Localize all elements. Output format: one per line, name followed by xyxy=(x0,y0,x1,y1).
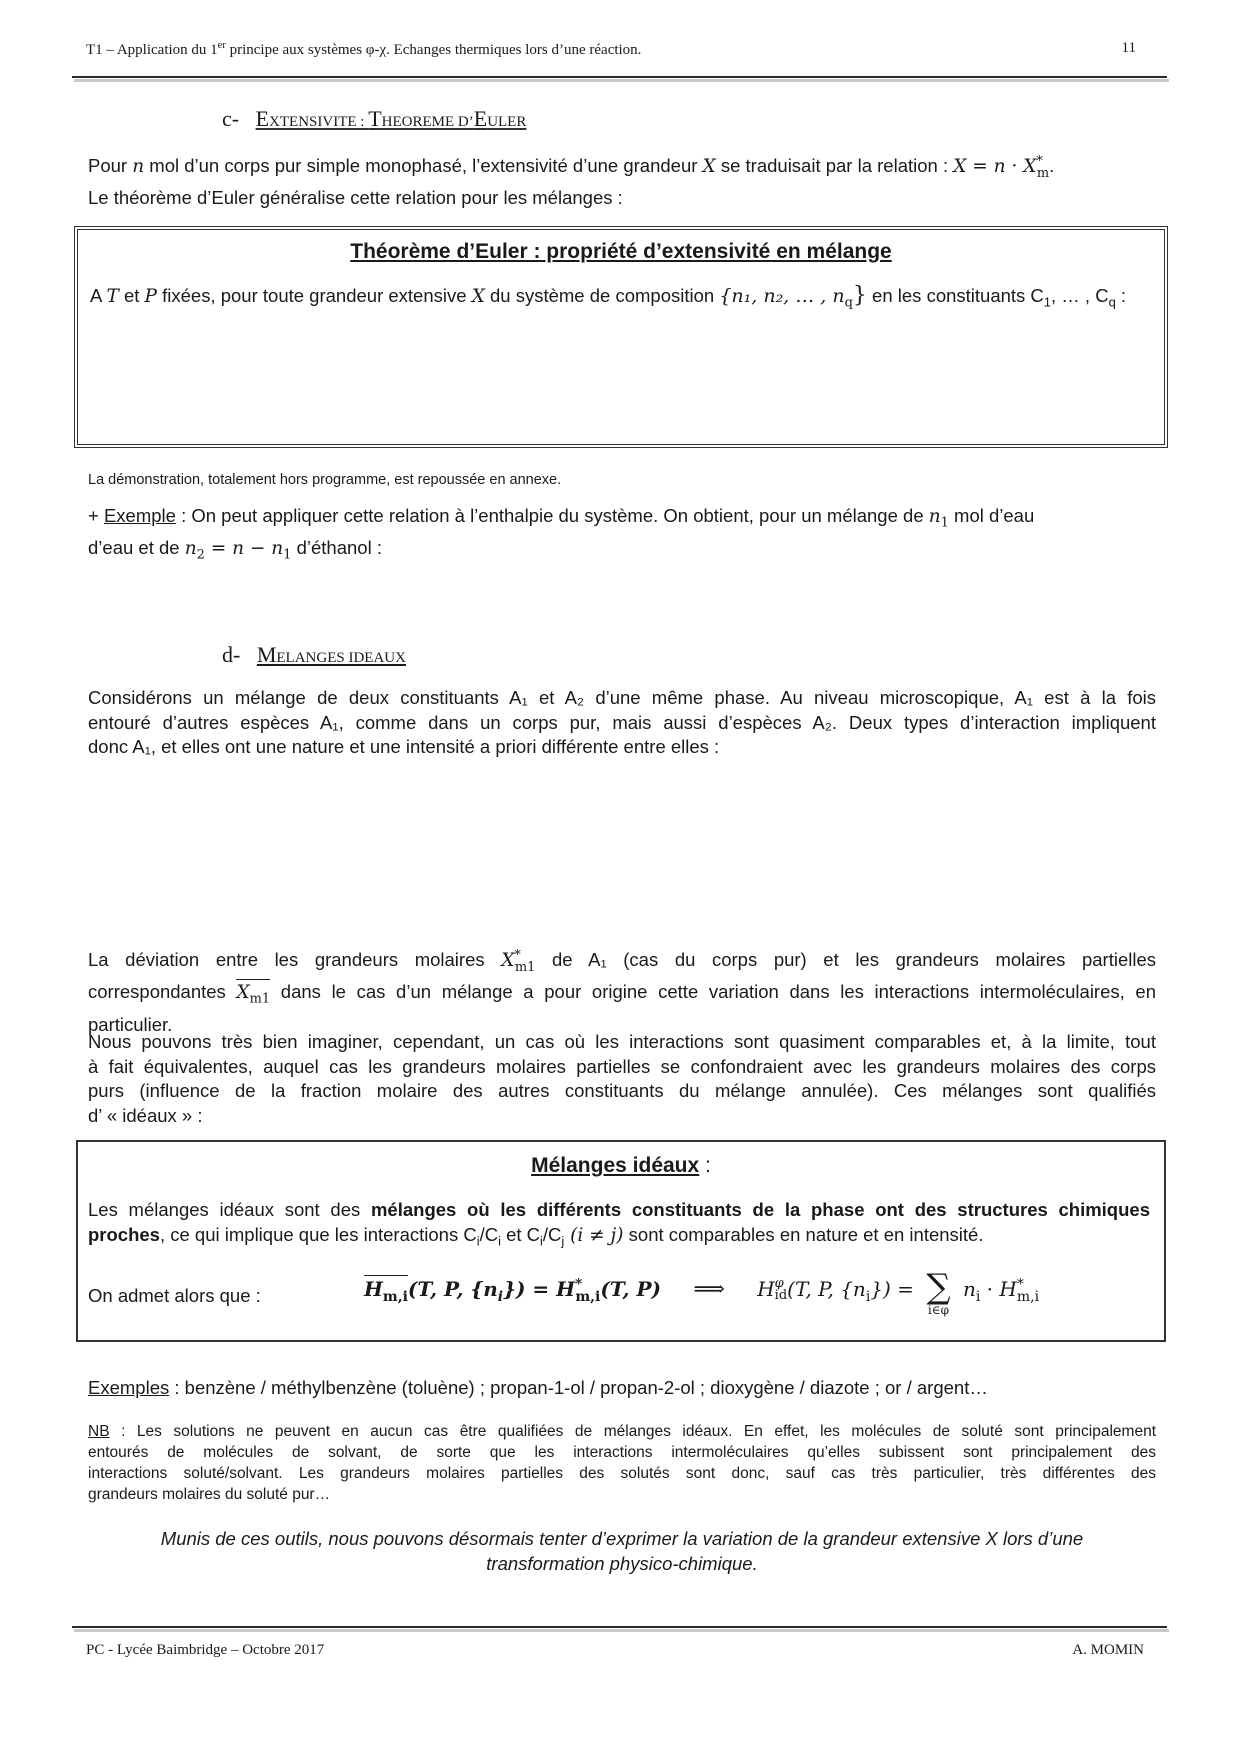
footer-left: PC - Lycée Baimbridge – Octobre 2017 xyxy=(86,1642,325,1658)
conclusion-line2: transformation physico-chimique. xyxy=(486,1552,758,1574)
header-rule-shadow xyxy=(74,79,1169,82)
footer-rule xyxy=(72,1626,1167,1628)
example-line2: d’eau et de $n_2 = n - n_1$ d’éthanol : xyxy=(88,537,382,563)
nb-line4: grandeurs molaires du soluté pur… xyxy=(88,1486,331,1503)
section-d-intro-line1: Considérons un mélange de deux constituants A₁ et A₂ d’une même phase. Au niveau microscopique, A₁ est à la fois xyxy=(88,687,1156,708)
conclusion-line1: Munis de ces outils, nous pouvons désormais tenter d’exprimer la variation de la grandeur extensive X lors d’une xyxy=(160,1528,1084,1549)
ideal-line1: Nous pouvons très bien imaginer, cependant, un cas où les interactions sont quasiment comparables et, à la limite, tout xyxy=(88,1031,1156,1052)
ideal-def-line2: proches, ce qui implique que les interactions $C_i/C_i$ et $C_i/C_j$ (i ≠ j) sont comparables en nature et en intensité. xyxy=(88,1223,984,1249)
section-c-title: EXTENSIVITE : THEOREME D’EULER xyxy=(255,106,527,131)
ideal-box-definition xyxy=(88,1198,1150,1254)
section-c-heading xyxy=(222,106,526,132)
demonstration-note: La démonstration, totalement hors programme, est repoussée en annexe. xyxy=(88,472,562,488)
ideal-box-title: Mélanges idéaux : xyxy=(531,1154,711,1177)
section-d-intro-line2: entouré d’autres espèces A₁, comme dans un corps pur, mais aussi d’espèces A₂. Deux types d’interaction impliquent xyxy=(88,711,1156,733)
sum-term: $n_i \cdot H^*_{m,i}$ xyxy=(962,1276,1040,1305)
ideal-line3: purs (influence de la fraction molaire des autres constituants du mélange annulée). Ces mélanges sont qualifiés xyxy=(88,1080,1156,1101)
section-c-letter: c- xyxy=(222,106,240,131)
ideal-def-line1: Les mélanges idéaux sont des mélanges où les différents constituants de la phase ont des structures chimiques xyxy=(88,1199,1150,1220)
formula-rhs: H φ id (T, P, $\{n_i\}$) = xyxy=(757,1276,914,1305)
section-d-heading xyxy=(222,642,406,668)
admet-label: On admet alors que : xyxy=(88,1285,261,1306)
examples-line: Exemples : benzène / méthylbenzène (toluène) ; propan-1-ol / propan-2-ol ; dioxygène / diazote ; or / argent… xyxy=(88,1377,988,1398)
nb-line1: NB : Les solutions ne peuvent en aucun cas être qualifiées de mélanges idéaux. En effet, les molécules de soluté sont principalement xyxy=(88,1423,1156,1440)
section-d-intro-line3: donc A₁, et elles ont une nature et une intensité a priori différente entre elles : xyxy=(88,736,720,757)
example-label: Exemple xyxy=(103,505,176,526)
section-d-intro xyxy=(88,686,1156,760)
deviation-line2: correspondantes $X_{m1}$ dans le cas d’un mélange a pour origine cette variation dans les interactions intermoléculaires, en xyxy=(88,981,1156,1008)
nb-line2: entourés de molécules de solvant, de sorte que les interactions intermoléculaires qu’elles subissent sont principalement des xyxy=(88,1444,1156,1461)
formula-lhs: $H_{m,i}(T$, P, $\{n_i\}) = H^*_{m,i}(T$, P) xyxy=(364,1276,661,1305)
sum-symbol: ∑ i∈φ xyxy=(926,1267,951,1317)
nb-note xyxy=(88,1421,1156,1505)
deviation-line1: La déviation entre les grandeurs molaires $X^*_{m1}$ de A₁ (cas du corps pur) et les grandeurs molaires partielles xyxy=(88,948,1157,975)
enthalpy-example xyxy=(88,504,1156,568)
section-c-intro xyxy=(88,150,1156,211)
ideal-paragraph xyxy=(88,1030,1156,1128)
deviation-line3: particulier. xyxy=(88,1013,173,1035)
footer-rule-shadow xyxy=(74,1629,1169,1632)
section-d-letter: d- xyxy=(222,642,241,667)
ideal-line4: d’ « idéaux » : xyxy=(88,1104,203,1126)
euler-box-title: Théorème d’Euler : propriété d’extensivité en mélange xyxy=(350,240,892,263)
header-rule xyxy=(72,76,1167,78)
implies-symbol: ⟹ xyxy=(693,1276,725,1302)
footer-right: A. MOMIN xyxy=(1072,1642,1144,1658)
deviation-paragraph xyxy=(88,944,1156,1037)
section-d-title: MELANGES IDEAUX xyxy=(256,642,406,667)
conclusion xyxy=(88,1527,1156,1576)
header-title: T1 – Application du 1er principe aux systèmes φ-χ. Echanges thermiques lors d’une réaction. xyxy=(86,40,642,58)
ideal-formula xyxy=(364,1267,1040,1317)
examples-label: Exemples xyxy=(88,1377,170,1398)
page-header xyxy=(86,40,1156,59)
nb-line3: interactions soluté/solvant. Les grandeurs molaires partielles des solutés sont donc, sauf cas très particulier, très différentes des xyxy=(88,1465,1156,1482)
example-line1: + Exemple : On peut appliquer cette relation à l’enthalpie du système. On obtient, pour un mélange de $n_1$ mol d’eau xyxy=(88,505,1035,531)
page-number: 11 xyxy=(1121,40,1136,56)
ideal-line2: à fait équivalentes, auquel cas les grandeurs molaires partielles se confondraient avec les grandeurs molaires des corps xyxy=(88,1055,1156,1077)
euler-box-statement: A T et P fixées, pour toute grandeur extensive X du système de composition {n₁, n₂, … , $n_q$} en les constituants $C_1$, … , $C_q$ : xyxy=(90,283,1127,311)
section-c-line2: Le théorème d’Euler généralise cette relation pour les mélanges : xyxy=(88,187,623,209)
section-c-line1: Pour n mol d’un corps pur simple monophasé, l’extensivité d’une grandeur X se traduisait par la relation : $X = n \cdot X^*_m$. xyxy=(88,154,1055,181)
